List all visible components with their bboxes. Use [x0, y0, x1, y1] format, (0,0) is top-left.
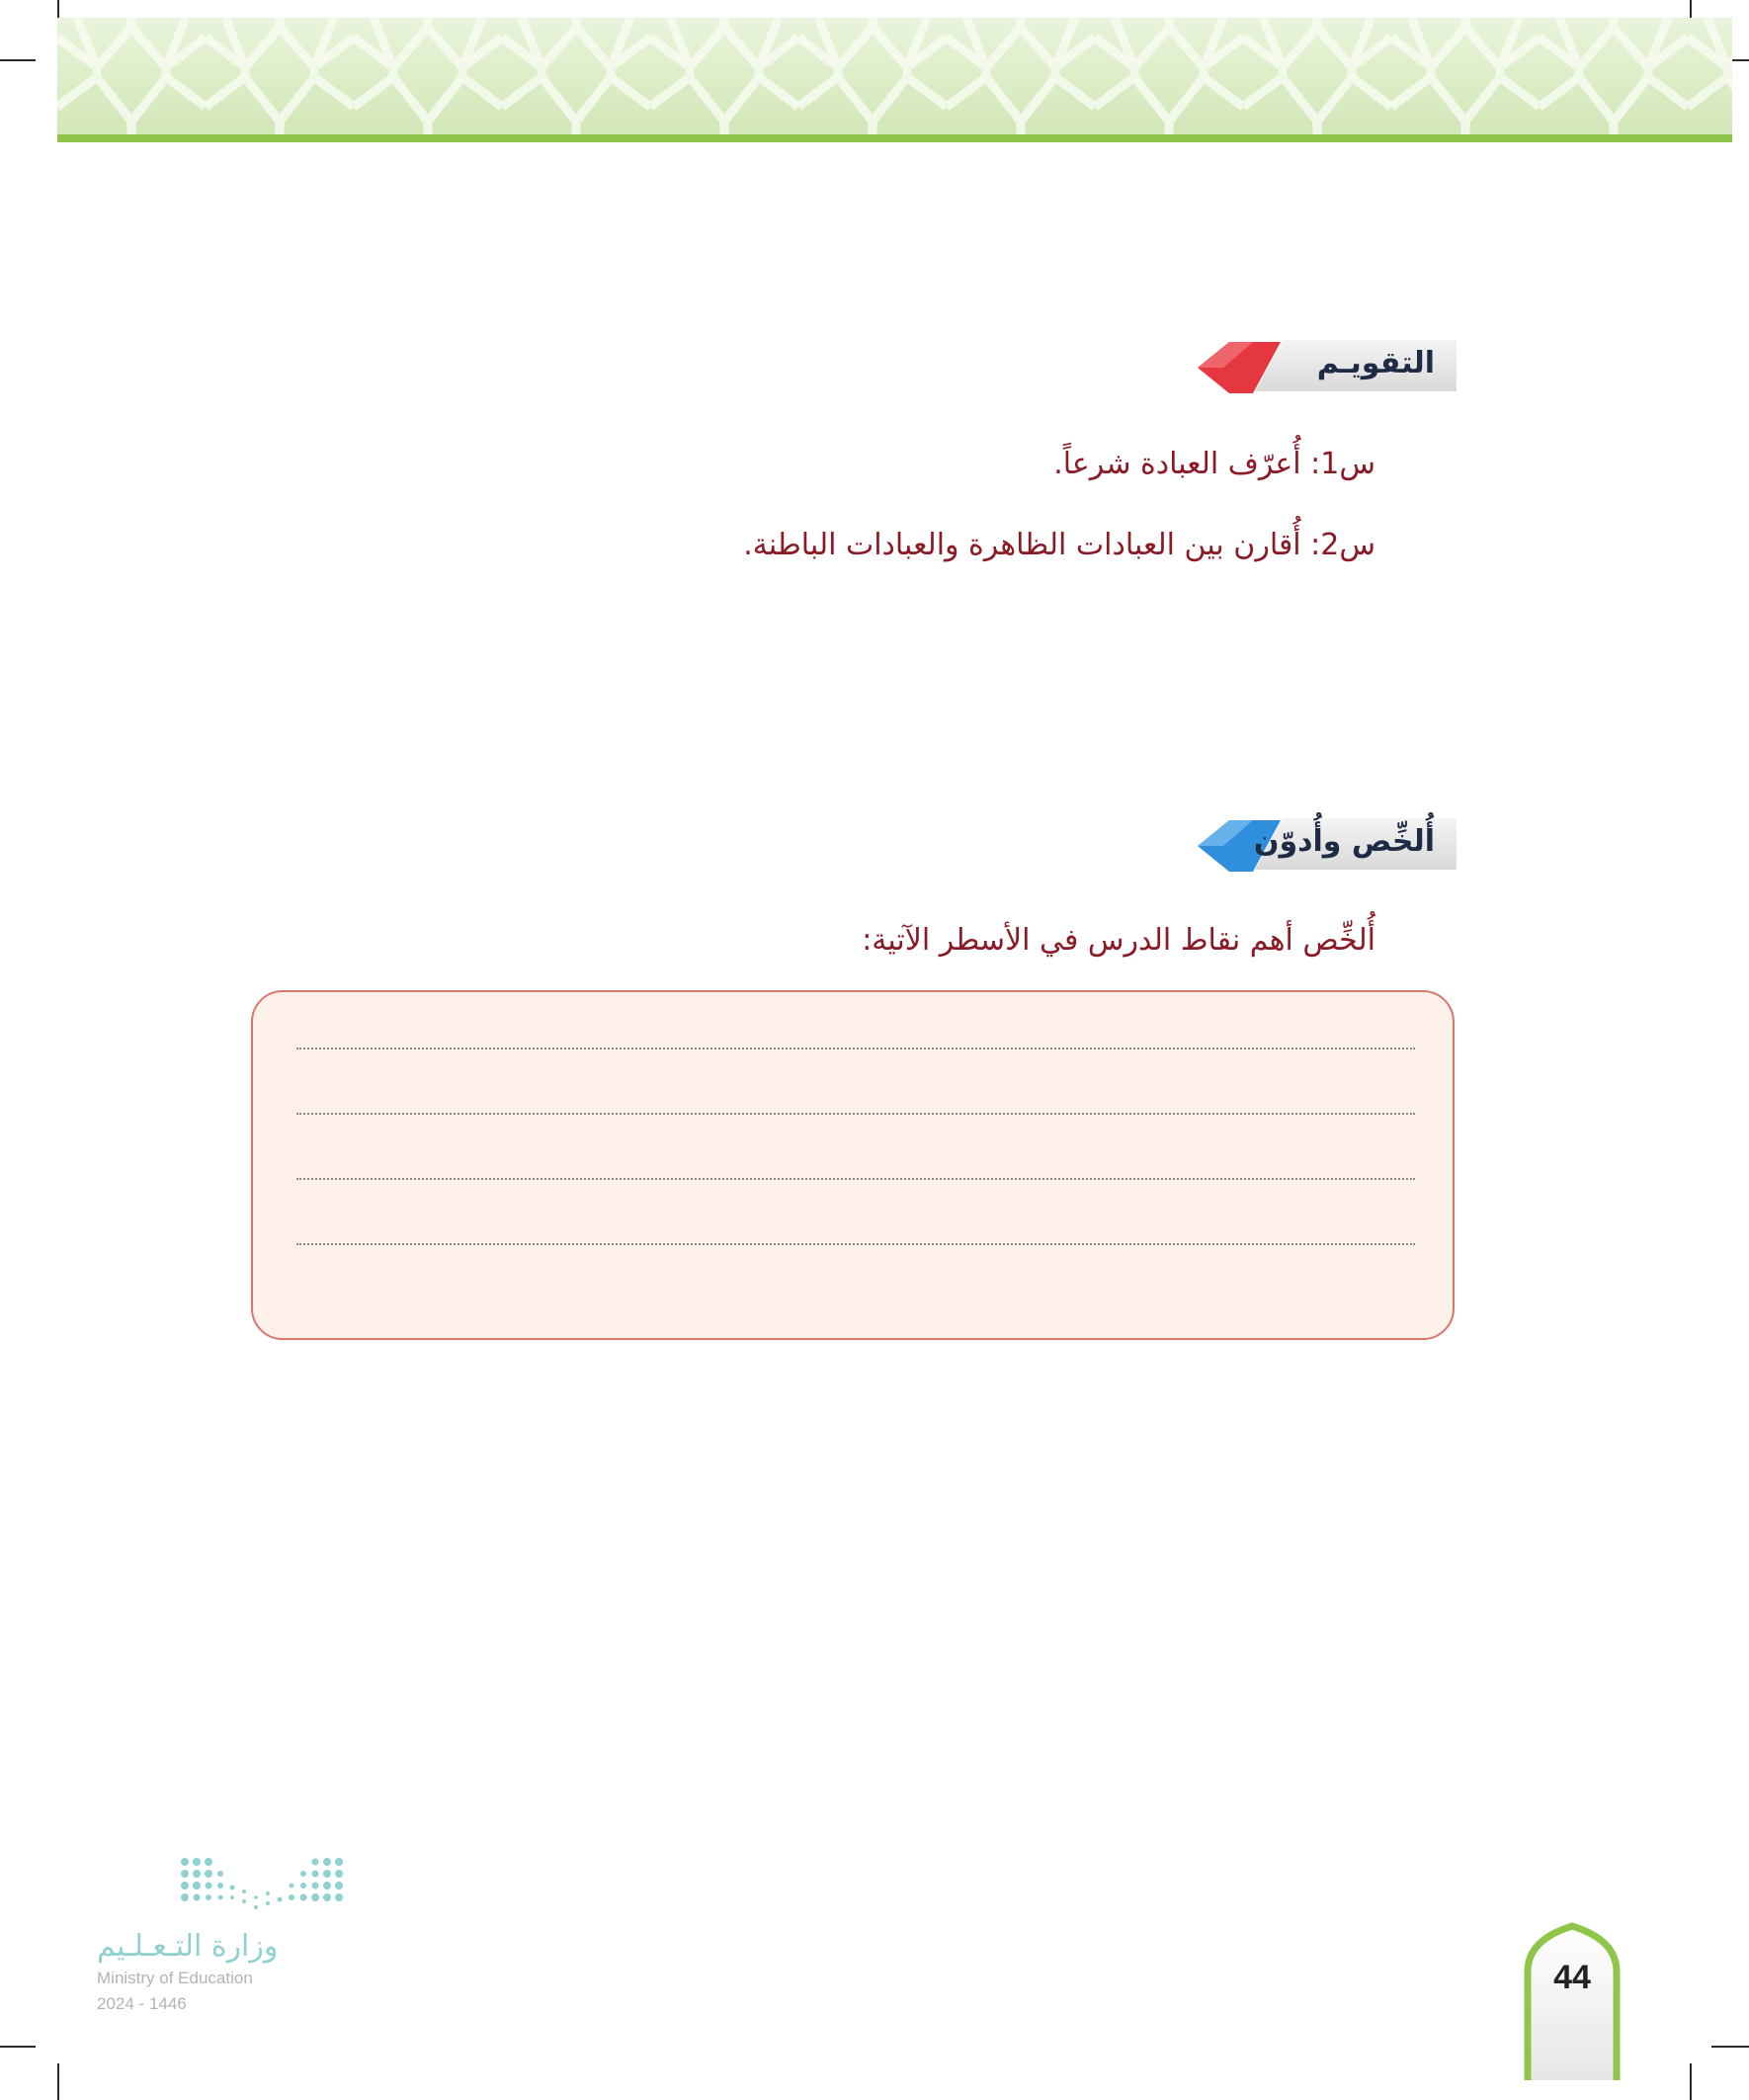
page-number-tab [1522, 1922, 1623, 2080]
question-2: س2: أُقارن بين العبادات الظاهرة والعبادات الباطنة. [743, 528, 1375, 562]
writing-line[interactable] [296, 1178, 1415, 1180]
summary-title: أُلخِّص وأُدوّن [1253, 824, 1435, 859]
evaluation-title: التقويـم [1316, 346, 1435, 380]
question-1: س1: أُعرّف العبادة شرعاً. [1053, 447, 1375, 481]
crop-mark [1711, 2046, 1749, 2048]
ministry-logo-icon [94, 1858, 361, 1917]
writing-line[interactable] [296, 1048, 1415, 1050]
ministry-name-english: Ministry of Education [97, 1969, 253, 1987]
crop-mark [0, 59, 36, 61]
writing-line[interactable] [296, 1113, 1415, 1115]
academic-year: 2024 - 1446 [97, 1994, 187, 2013]
summary-section-tag [1194, 818, 1457, 876]
evaluation-section-tag [1194, 340, 1457, 397]
writing-line[interactable] [296, 1243, 1415, 1245]
ministry-name-arabic: وزارة التـعـلـيم [97, 1929, 279, 1964]
crop-mark [0, 2046, 36, 2048]
header-green-rule [57, 134, 1732, 142]
header-pattern-banner [57, 18, 1732, 134]
summary-instruction: أُلخِّص أهم نقاط الدرس في الأسطر الآتية: [862, 923, 1375, 958]
page-number: 44 [1553, 1959, 1591, 1996]
crop-mark [1690, 2063, 1692, 2100]
crop-mark [57, 2063, 59, 2100]
notes-writing-box[interactable] [251, 990, 1455, 1340]
